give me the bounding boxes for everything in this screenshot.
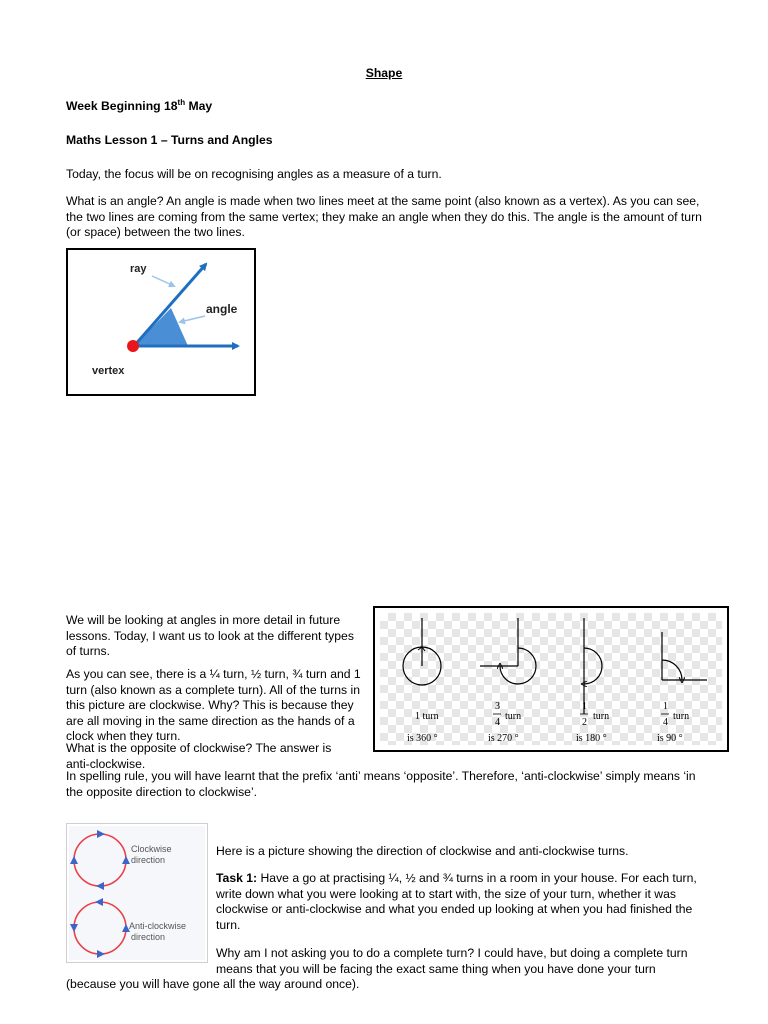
direction-diagram-svg — [67, 824, 207, 962]
angle-pointer — [180, 316, 205, 322]
task-1-paragraph — [216, 871, 712, 933]
three-quarter-den: 4 — [495, 717, 500, 728]
week-heading — [66, 99, 212, 115]
clockwise-label-1: Clockwise — [131, 844, 172, 854]
half-num: 1 — [582, 701, 587, 712]
anticlockwise-label-1: Anti-clockwise — [129, 921, 187, 931]
page-title: Shape — [365, 66, 403, 80]
week-suffix: May — [185, 99, 213, 113]
ray-pointer — [152, 276, 174, 286]
angle-paragraph: What is an angle? An angle is made when two lines meet at the same point (also known as a vertex). As you can see, the two lines are coming from the same vertex; they make an angle when they do this. The angle is the amount of turn (or space) between the two lines. — [66, 194, 702, 239]
half-turn-arc — [584, 648, 602, 684]
clockwise-label-2: direction — [131, 855, 166, 865]
why-paragraph: Why am I not asking you to do a complete turn? I could have, but doing a complete turn means that you will be facing the exact same thing when you have done your turn — [216, 946, 688, 976]
intro-text: Today, the focus will be on recognising angles as a measure of a turn. — [66, 167, 442, 181]
week-prefix: Week Beginning 18 — [66, 99, 178, 113]
three-quarter-num: 3 — [495, 701, 500, 712]
turns-diagram-svg — [375, 608, 727, 750]
quarter-degrees: is 90 ° — [657, 733, 683, 744]
lesson-heading: Maths Lesson 1 – Turns and Angles — [66, 133, 273, 147]
task-1-text: Have a go at practising ¼, ½ and ¾ turns in a room in your house. For each turn, write down what you were looking at to start with, the size of your turn, whether it was clockwise or anti-clockwise and what you ended up looking at when you had finished the turn. — [216, 871, 697, 932]
direction-diagram — [66, 823, 208, 963]
half-turn-word: turn — [593, 711, 610, 722]
angle-label: angle — [206, 302, 238, 316]
spelling-paragraph: In spelling rule, you will have learnt that the prefix ‘anti’ means ‘opposite’. Therefore, ‘anti-clockwise’ simply means ‘in the opposite direction to clockwise’. — [66, 769, 696, 799]
turns-paragraph-2: As you can see, there is a ¼ turn, ½ turn, ¾ turn and 1 turn (also known as a complete turn). All of the turns in this picture are clockwise. Why? This is because they are all moving in the same direction as the hands of a clock when they turn. — [66, 667, 361, 743]
half-den: 2 — [582, 717, 587, 728]
why-paragraph-end: (because you will have gone all the way around once). — [66, 977, 360, 991]
week-sup: th — [177, 97, 186, 107]
quarter-turn-arc — [662, 660, 682, 680]
three-quarter-degrees: is 270 ° — [488, 733, 519, 744]
vertex-label: vertex — [92, 365, 125, 377]
three-quarter-turn-word: turn — [505, 711, 522, 722]
opposite-question: What is the opposite of clockwise? The answer is anti-clockwise. — [66, 741, 332, 771]
angle-diagram-svg — [68, 250, 254, 394]
angle-diagram — [66, 248, 256, 396]
half-degrees: is 180 ° — [576, 733, 607, 744]
quarter-den: 4 — [663, 717, 668, 728]
turns-paragraph-1: We will be looking at angles in more detail in future lessons. Today, I want us to look at the different types of turns. — [66, 613, 354, 658]
turns-diagram — [373, 606, 729, 752]
task-1-label: Task 1: — [216, 871, 258, 885]
picture-paragraph: Here is a picture showing the direction of clockwise and anti-clockwise turns. — [216, 844, 629, 858]
full-turn-label: 1 turn — [415, 711, 439, 722]
quarter-num: 1 — [663, 701, 668, 712]
ray-label: ray — [130, 263, 147, 275]
anticlockwise-label-2: direction — [131, 932, 166, 942]
full-turn-degrees: is 360 ° — [407, 733, 438, 744]
quarter-turn-word: turn — [673, 711, 690, 722]
vertex-dot — [127, 340, 139, 352]
